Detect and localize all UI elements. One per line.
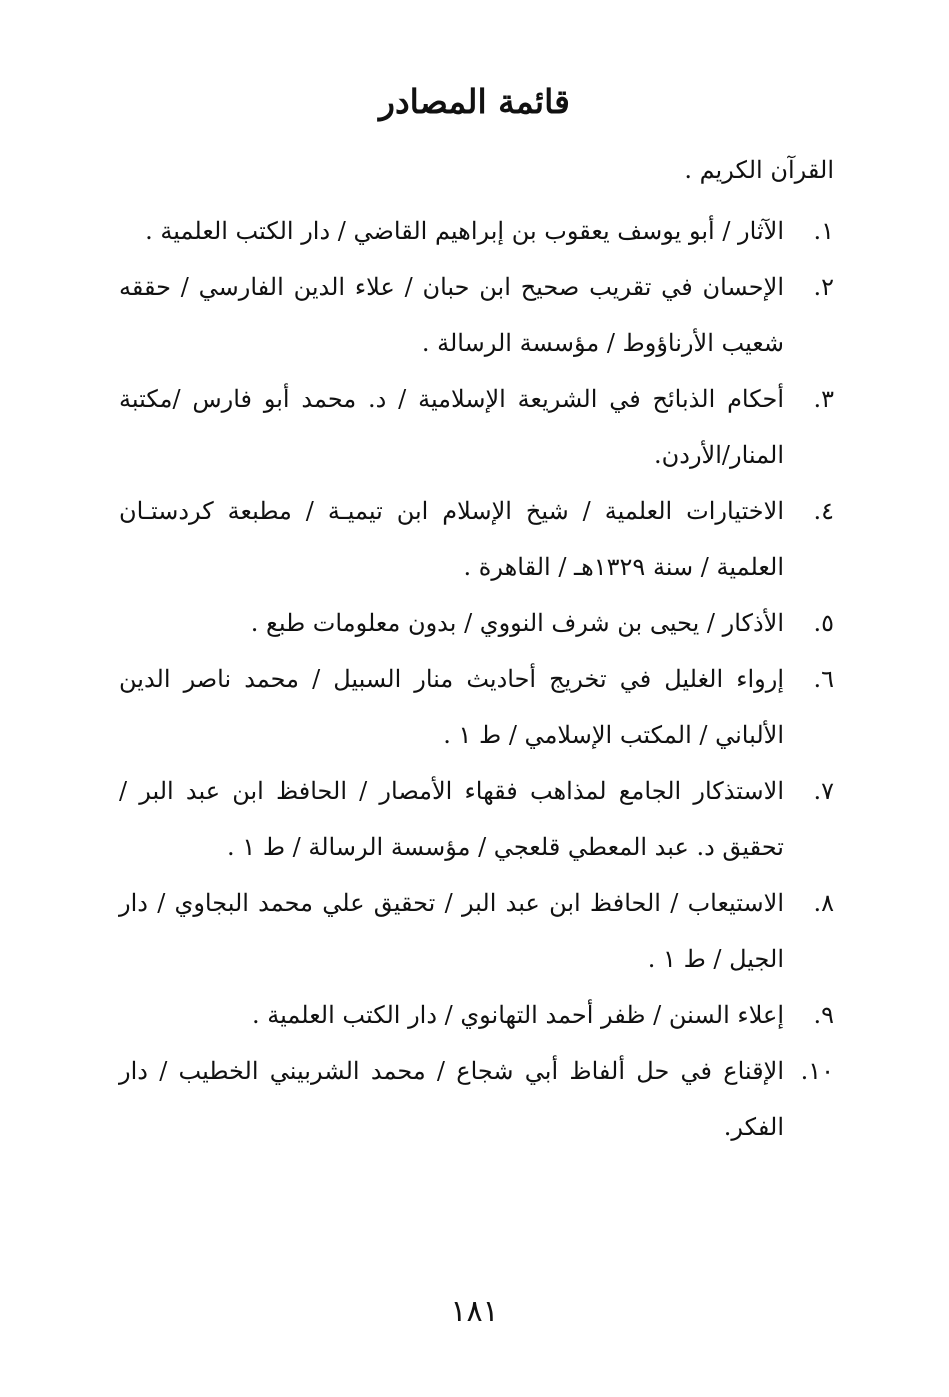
reference-text: الاستذكار الجامع لمذاهب فقهاء الأمصار / الحافظ ابن عبد البر / تحقيق د. عبد المعطي قلعجي / مؤسسة الرسالة / ط ١ .	[119, 777, 784, 861]
reference-item	[119, 371, 834, 483]
reference-number: ٩.	[813, 1001, 834, 1029]
reference-text: الأذكار / يحيى بن شرف النووي / بدون معلومات طبع .	[250, 609, 784, 637]
reference-number: ١٠.	[800, 1057, 834, 1085]
reference-text: إرواء الغليل في تخريج أحاديث منار السبيل / محمد ناصر الدين الألباني / المكتب الإسلامي / ط ١ .	[119, 665, 784, 749]
reference-number: ١.	[813, 217, 834, 245]
reference-number: ٣.	[813, 385, 834, 413]
reference-text: أحكام الذبائح في الشريعة الإسلامية / د. محمد أبو فارس /مكتبة المنار/الأردن.	[119, 385, 784, 469]
reference-item	[119, 875, 834, 987]
reference-item	[119, 987, 834, 1043]
references-list	[119, 150, 834, 1155]
reference-text: إعلاء السنن / ظفر أحمد التهانوي / دار الكتب العلمية .	[252, 1001, 784, 1029]
reference-number: ٧.	[813, 777, 834, 805]
reference-item	[119, 595, 834, 651]
page-number: ١٨١	[450, 1294, 499, 1329]
reference-item	[119, 203, 834, 259]
reference-item	[119, 483, 834, 595]
intro-line: القرآن الكريم .	[684, 156, 834, 184]
reference-item	[119, 259, 834, 371]
reference-text: الإحسان في تقريب صحيح ابن حبان / علاء الدين الفارسي / حققه شعيب الأرناؤوط / مؤسسة الرسالة .	[119, 273, 784, 357]
page-title: قائمة المصادر	[379, 82, 570, 121]
reference-number: ٥.	[813, 609, 834, 637]
reference-text: الاختيارات العلمية / شيخ الإسلام ابن تيميـة / مطبعة كردستـان العلمية / سنة ١٣٢٩هـ / القاهرة .	[119, 497, 784, 581]
reference-number: ٤.	[813, 497, 834, 525]
reference-text: الاستيعاب / الحافظ ابن عبد البر / تحقيق علي محمد البجاوي / دار الجيل / ط ١ .	[119, 889, 784, 973]
reference-text: الإقناع في حل ألفاظ أبي شجاع / محمد الشربيني الخطيب / دار الفكر.	[119, 1057, 785, 1141]
reference-item	[119, 1043, 834, 1155]
reference-text: الآثار / أبو يوسف يعقوب بن إبراهيم القاضي / دار الكتب العلمية .	[145, 217, 784, 245]
reference-number: ٨.	[813, 889, 834, 917]
reference-item	[119, 651, 834, 763]
reference-number: ٦.	[813, 665, 834, 693]
reference-item	[119, 763, 834, 875]
reference-number: ٢.	[813, 273, 834, 301]
